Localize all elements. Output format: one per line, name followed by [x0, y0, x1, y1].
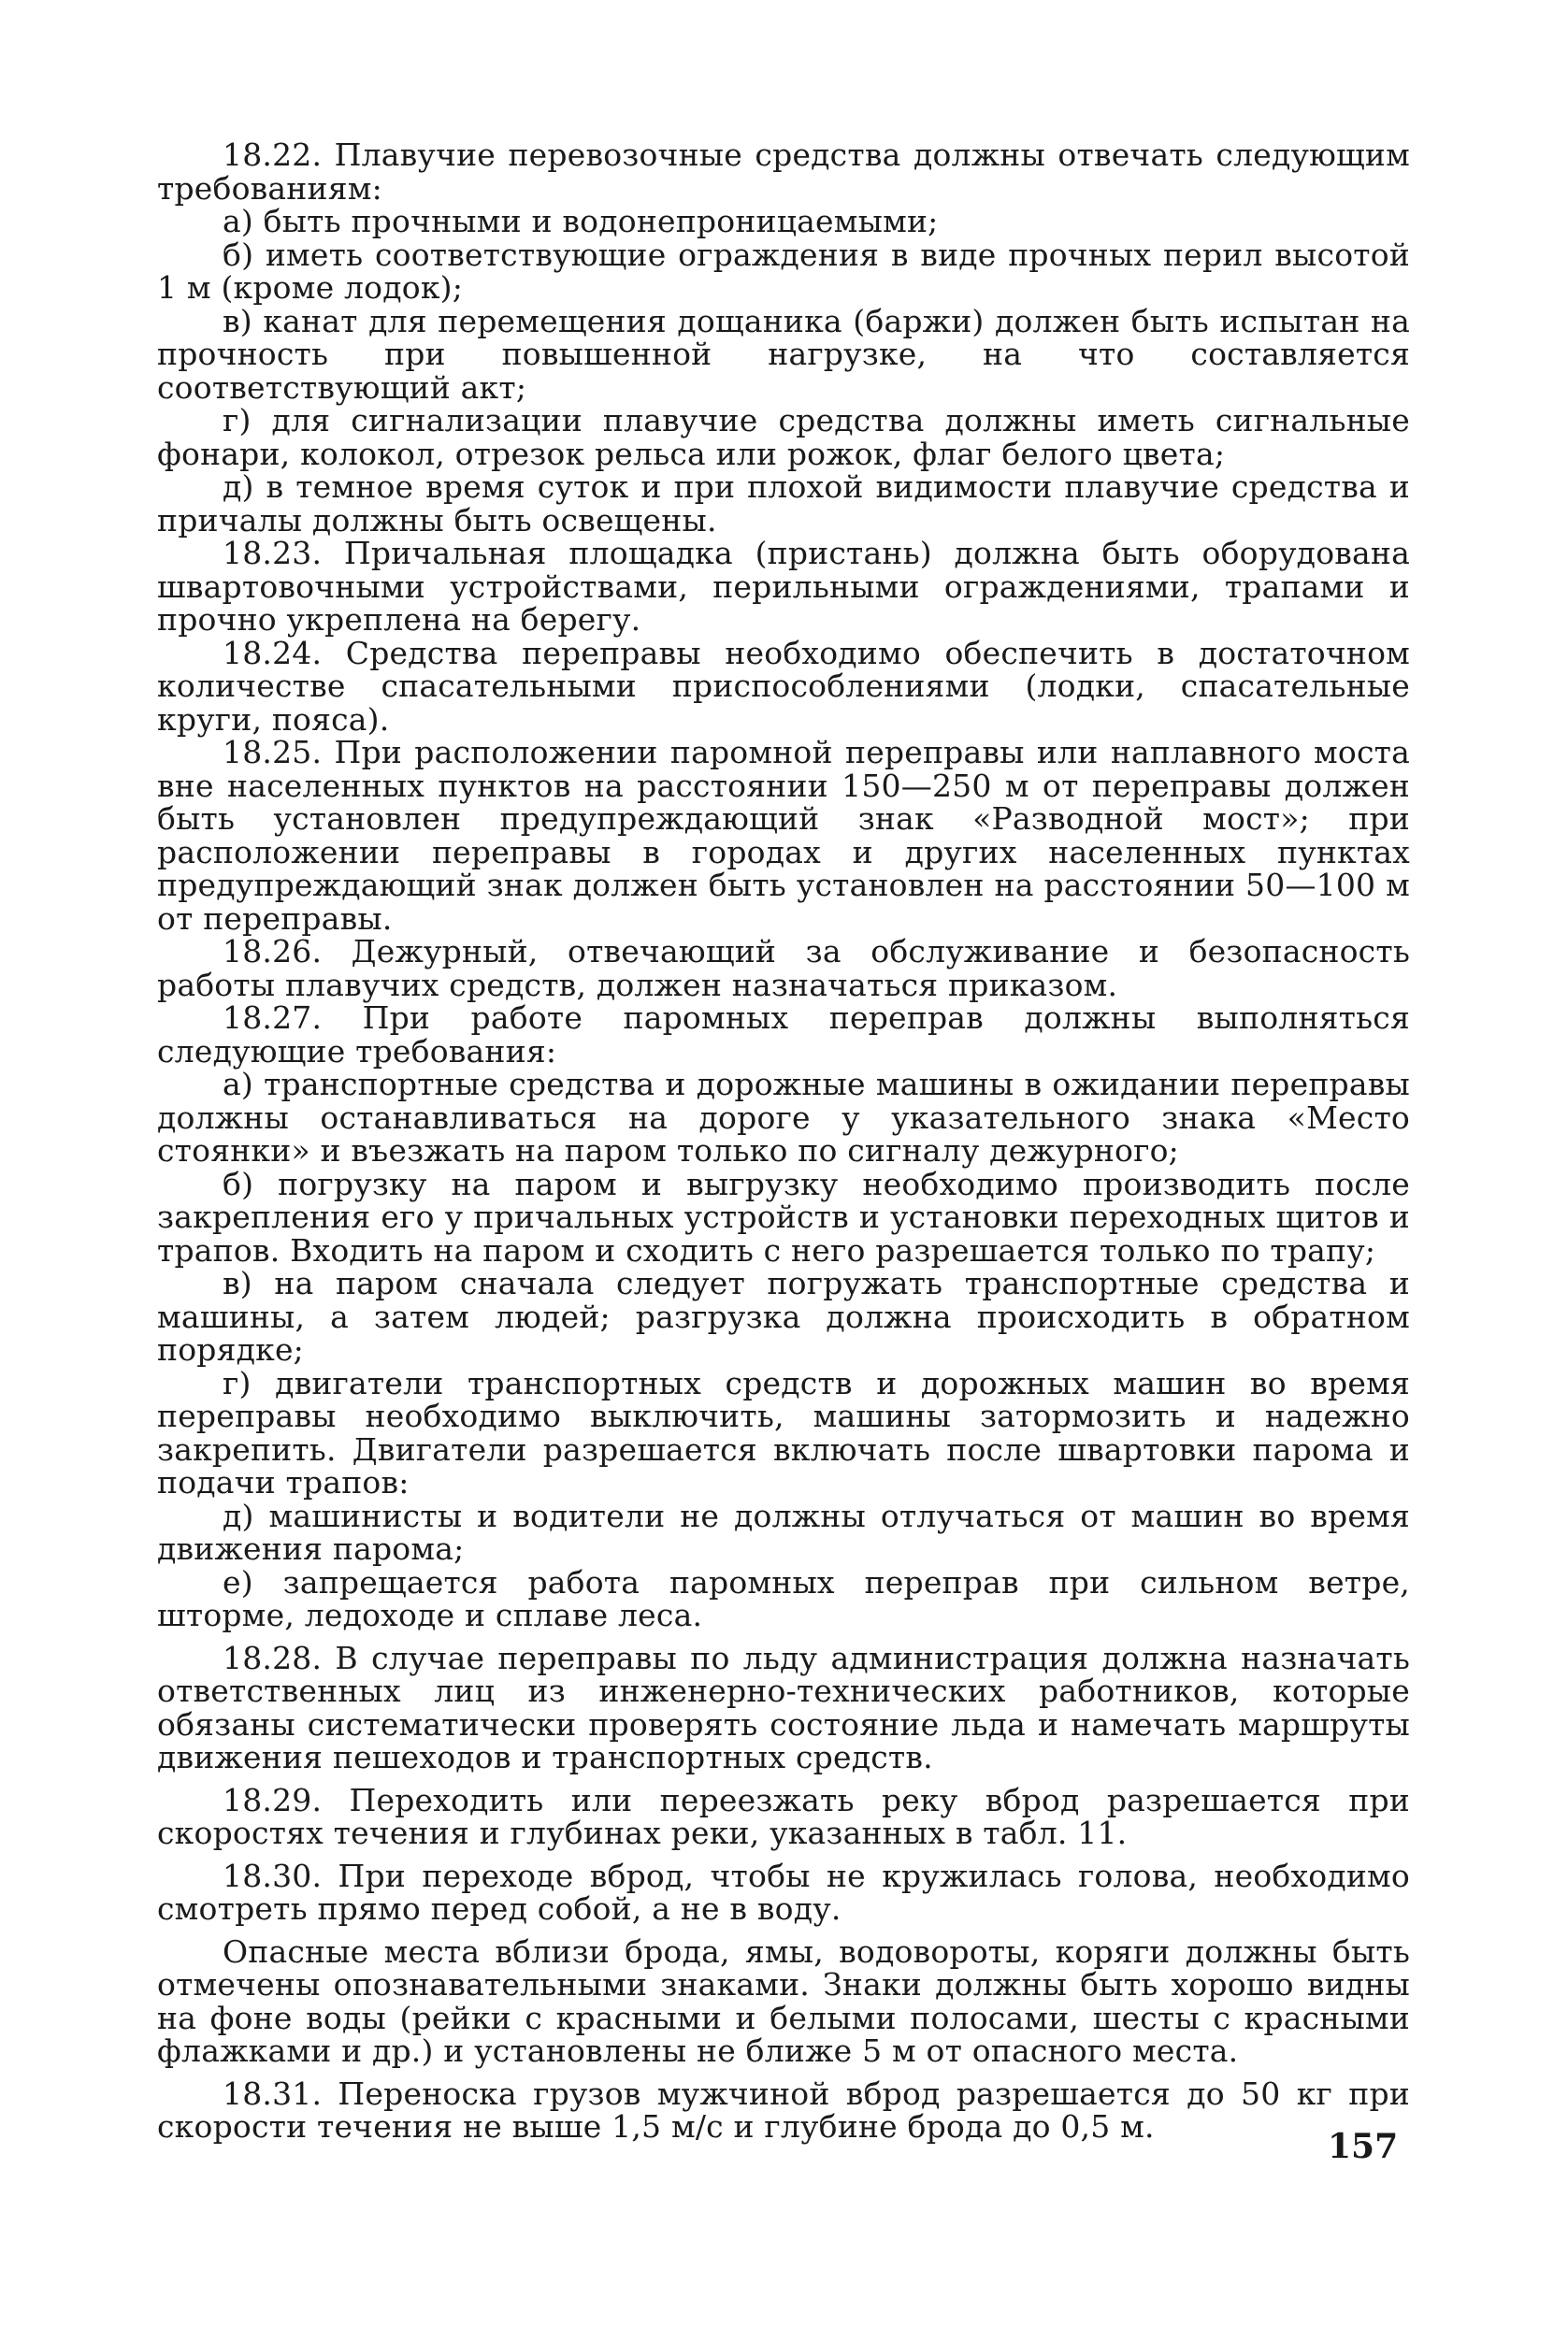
- list-item-v: в) на паром сначала следует погружать транспортные средства и машины, а затем людей; разгрузка должна происходить в обратном порядке;: [157, 1265, 1410, 1368]
- list-item-g: г) для сигнализации плавучие средства должны иметь сигнальные фонари, колокол, отрезок рельса или рожок, флаг белого цвета;: [157, 402, 1410, 472]
- paragraph-18-29: 18.29. Переходить или переезжать реку вброд разрешается при скоростях течения и глубинах реки, указанных в табл. 11.: [157, 1781, 1410, 1851]
- list-item-a: а) быть прочными и водонепроницаемыми;: [223, 203, 939, 239]
- paragraph-18-30: 18.30. При переходе вброд, чтобы не кружилась голова, необходимо смотреть прямо перед собой, а не в воду.: [157, 1857, 1410, 1927]
- paragraph-18-31: 18.31. Переноска грузов мужчиной вброд разрешается до 50 кг при скорости течения не выше 1,5 м/с и глубине брода до 0,5 м.: [157, 2075, 1410, 2145]
- list-item-g: г) двигатели транспортных средств и дорожных машин во время переправы необходимо выключить, машины затормозить и надежно закрепить. Двигатели разрешается включать после швартовки парома и подачи трапов:: [157, 1364, 1410, 1501]
- paragraph-18-22: 18.22. Плавучие перевозочные средства должны отвечать следующим требованиям:: [157, 136, 1410, 207]
- paragraph-18-25: 18.25. При расположении паромной переправы или наплавного моста вне населенных пунктов на расстоянии 150—250 м от переправы должен быть установлен предупреждающий знак «Разводной мост»; при расположении переправы в городах и других населенных пунктах предупреждающий знак должен быть установлен на расстоянии 50—100 м от переправы.: [157, 734, 1410, 937]
- paragraph-18-26: 18.26. Дежурный, отвечающий за обслуживание и безопасность работы плавучих средств, должен назначаться приказом.: [157, 933, 1410, 1003]
- document-body: [157, 138, 1410, 2144]
- list-item-b: б) погрузку на паром и выгрузку необходимо производить после закрепления его у причальных устройств и установки переходных щитов и трапов. Входить на паром и сходить с него разрешается только по трапу;: [157, 1165, 1410, 1269]
- paragraph-dangerous-places: Опасные места вблизи брода, ямы, водовороты, коряги должны быть отмечены опознавательными знаками. Знаки должны быть хорошо видны на фоне воды (рейки с красными и белыми полосами, шесты с красными флажками и др.) и установлены не ближе 5 м от опасного места.: [157, 1932, 1410, 2069]
- paragraph-18-28: 18.28. В случае переправы по льду администрация должна назначать ответственных лиц из инженерно-технических работников, которые обязаны систематически проверять состояние льда и намечать маршруты движения пешеходов и транспортных средств.: [157, 1639, 1410, 1775]
- list-item-e: е) запрещается работа паромных переправ при сильном ветре, шторме, ледоходе и сплаве леса.: [157, 1563, 1410, 1633]
- list-item-d: д) в темное время суток и при плохой видимости плавучие средства и причалы должны быть освещены.: [157, 468, 1410, 539]
- list-item-d: д) машинисты и водители не должны отлучаться от машин во время движения парома;: [157, 1497, 1410, 1567]
- list-item-b: б) иметь соответствующие ограждения в виде прочных перил высотой 1 м (кроме лодок);: [157, 236, 1410, 306]
- list-item-a: а) транспортные средства и дорожные машины в ожидании переправы должны останавливаться на дороге у указательного знака «Место стоянки» и въезжать на паром только по сигналу дежурного;: [157, 1066, 1410, 1169]
- paragraph-18-23: 18.23. Причальная площадка (пристань) должна быть оборудована швартовочными устройствами, перильными ограждениями, трапами и прочно укреплена на берегу.: [157, 535, 1410, 638]
- page-number: 157: [1328, 2127, 1399, 2166]
- paragraph-18-24: 18.24. Средства переправы необходимо обеспечить в достаточном количестве спасательными приспособлениями (лодки, спасательные круги, пояса).: [157, 634, 1410, 738]
- paragraph-18-27: 18.27. При работе паромных переправ должны выполняться следующие требования:: [157, 999, 1410, 1070]
- list-item-v: в) канат для перемещения дощаника (баржи) должен быть испытан на прочность при повышенной нагрузке, на что составляется соответствующий акт;: [157, 302, 1410, 406]
